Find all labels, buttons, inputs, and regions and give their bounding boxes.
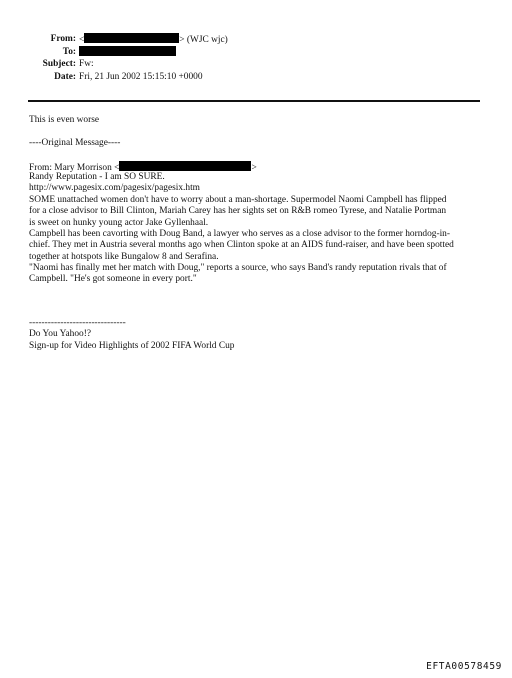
redaction-bar	[79, 46, 176, 56]
body-line: for a close advisor to Bill Clinton, Mariah Carey has her sights set on R&B romeo Tyrese, and Natalie Portman	[29, 206, 447, 217]
to-row	[0, 46, 512, 59]
spacer	[29, 149, 489, 160]
redaction-bar	[119, 161, 251, 171]
from-row	[0, 33, 512, 46]
footer-line: Do You Yahoo!?	[29, 329, 91, 340]
from-label: From:	[50, 34, 76, 44]
date-row	[0, 71, 512, 84]
original-message-marker: ----Original Message----	[29, 137, 121, 148]
body-line: SOME unattached women don't have to worry about a man-shortage. Supermodel Naomi Campbell has flipped	[29, 194, 447, 205]
body-line: is sweet on hunky young actor Jake Gyllenhaal.	[29, 217, 209, 228]
body-line: "Naomi has finally met her match with Doug," reports a source, who says Band's randy reputation rivals that of	[29, 263, 447, 274]
footer-line: Sign-up for Video Highlights of 2002 FIFA World Cup	[29, 340, 235, 351]
to-label: To:	[62, 46, 76, 57]
from-value	[79, 33, 228, 47]
original-from-suffix: >	[251, 162, 257, 173]
spacer	[29, 126, 489, 137]
spacer	[29, 286, 489, 318]
intro-line: This is even worse	[29, 115, 100, 125]
body-line: chief. They met in Austria several months ago when Clinton spoke at an AIDS fund-raiser, and have been spotted	[29, 240, 454, 251]
signature-rule: -------------------------------	[29, 317, 126, 328]
from-suffix: > (WJC wjc)	[179, 35, 228, 45]
body-line: Campbell. "He's got someone in every port."	[29, 274, 197, 285]
bates-number: EFTA00578459	[426, 661, 502, 672]
redaction-bar	[84, 33, 179, 43]
email-body	[29, 115, 489, 352]
from-prefix: <	[79, 35, 85, 45]
subject-value: Fw:	[79, 59, 94, 70]
email-header	[0, 33, 512, 83]
original-from-line	[29, 161, 489, 172]
subject-label: Subject:	[42, 59, 76, 70]
to-value	[79, 46, 176, 60]
body-line: Randy Reputation - I am SO SURE.	[29, 171, 165, 182]
subject-row	[0, 58, 512, 71]
body-line: together at hotspots like Bungalow 8 and Serafina.	[29, 251, 219, 262]
original-from-prefix: From: Mary Morrison <	[29, 162, 120, 173]
header-divider	[28, 100, 480, 102]
body-line: Campbell has been cavorting with Doug Band, a lawyer who serves as a close advisor to the former horndog-in-	[29, 228, 450, 239]
date-label: Date:	[54, 71, 76, 82]
article-link: http://www.pagesix.com/pagesix/pagesix.htm	[29, 183, 200, 194]
date-value: Fri, 21 Jun 2002 15:15:10 +0000	[79, 71, 203, 82]
